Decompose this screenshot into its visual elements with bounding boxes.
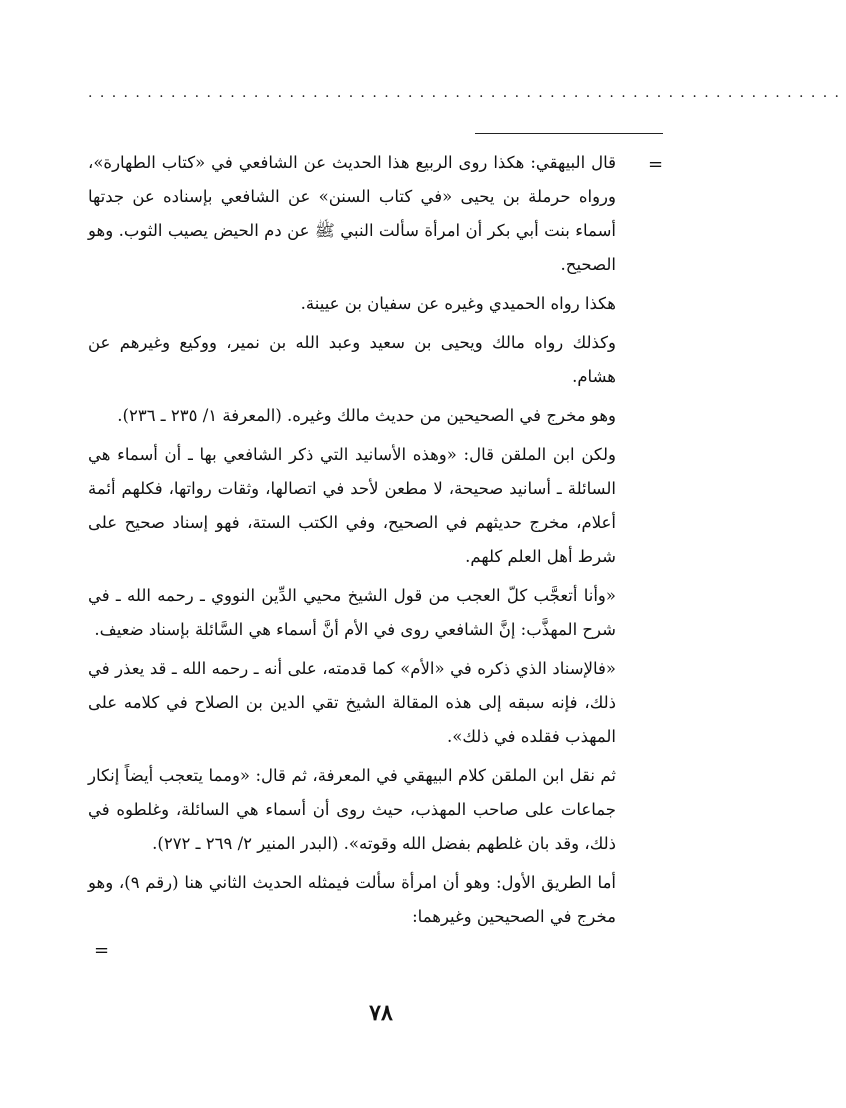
- footnote-text-block: [88, 146, 616, 939]
- continuation-mark-bottom: =: [94, 940, 110, 961]
- paragraph-malik: وكذلك رواه مالك ويحيى بن سعيد وعبد الله بن نمير، ووكيع وغيرهم عن هشام.: [88, 333, 616, 386]
- paragraph-isnad: «فالإسناد الذي ذكره في «الأم» كما قدمته، على أنه ـ رحمه الله ـ قد يعذر في ذلك، فإنه سبقه إلى هذه المقالة الشيخ تقي الدين بن الصلاح في كلامه على المهذب فقلده في ذلك».: [88, 659, 616, 746]
- paragraph-humaydi: هكذا رواه الحميدي وغيره عن سفيان بن عيينة.: [300, 294, 616, 313]
- page-number: ٧٨: [369, 1000, 393, 1026]
- paragraph-ibn-mulaqqin: ولكن ابن الملقن قال: «وهذه الأسانيد التي ذكر الشافعي بها ـ أن أسماء هي السائلة ـ أسانيد صحيحة، لا مطعن لأحد في اتصالها، وثقات رواتها، فكلهم أئمة أعلام، مخرج حديثهم في الصحيح، وفي الكتب الستة، فهو إسناد صحيح على شرط أهل العلم كلهم.: [88, 445, 616, 566]
- footnote-separator-line: [475, 133, 663, 134]
- paragraph-badr-munir: ثم نقل ابن الملقن كلام البيهقي في المعرفة، ثم قال: «ومما يتعجب أيضاً إنكار جماعات على صاحب المهذب، حيث روى أن أسماء هي السائلة، وغلطوه في ذلك، وقد بان غلطهم بفضل الله وقوته». (البدر المنير ٢/ ٢٦٩ ـ ٢٧٢).: [88, 766, 616, 853]
- paragraph-nawawi: «وأنا أتعجَّب كلّ العجب من قول الشيخ محيي الدِّين النووي ـ رحمه الله ـ في شرح المهذَّب: إنَّ الشافعي روى في الأم أنَّ أسماء هي السَّائلة بإسناد ضعيف.: [88, 586, 616, 639]
- header-dotted-rule: ................................................................: [88, 85, 846, 101]
- continuation-mark-top: =: [648, 154, 664, 175]
- paragraph-first-route: أما الطريق الأول: وهو أن امرأة سألت فيمثله الحديث الثاني هنا (رقم ٩)، وهو مخرج في الصحيحين وغيرهما:: [88, 873, 617, 926]
- paragraph-sahihayn: وهو مخرج في الصحيحين من حديث مالك وغيره. (المعرفة ١/ ٢٣٥ ـ ٢٣٦).: [117, 406, 616, 425]
- paragraph-bayhaqi: قال البيهقي: هكذا روى الربيع هذا الحديث عن الشافعي في «كتاب الطهارة»، ورواه حرملة بن يحيى «في كتاب السنن» عن الشافعي بإسناده عن جدتها أسماء بنت أبي بكر أن امرأة سألت النبي ﷺ عن دم الحيض يصيب الثوب. وهو الصحيح.: [88, 153, 616, 274]
